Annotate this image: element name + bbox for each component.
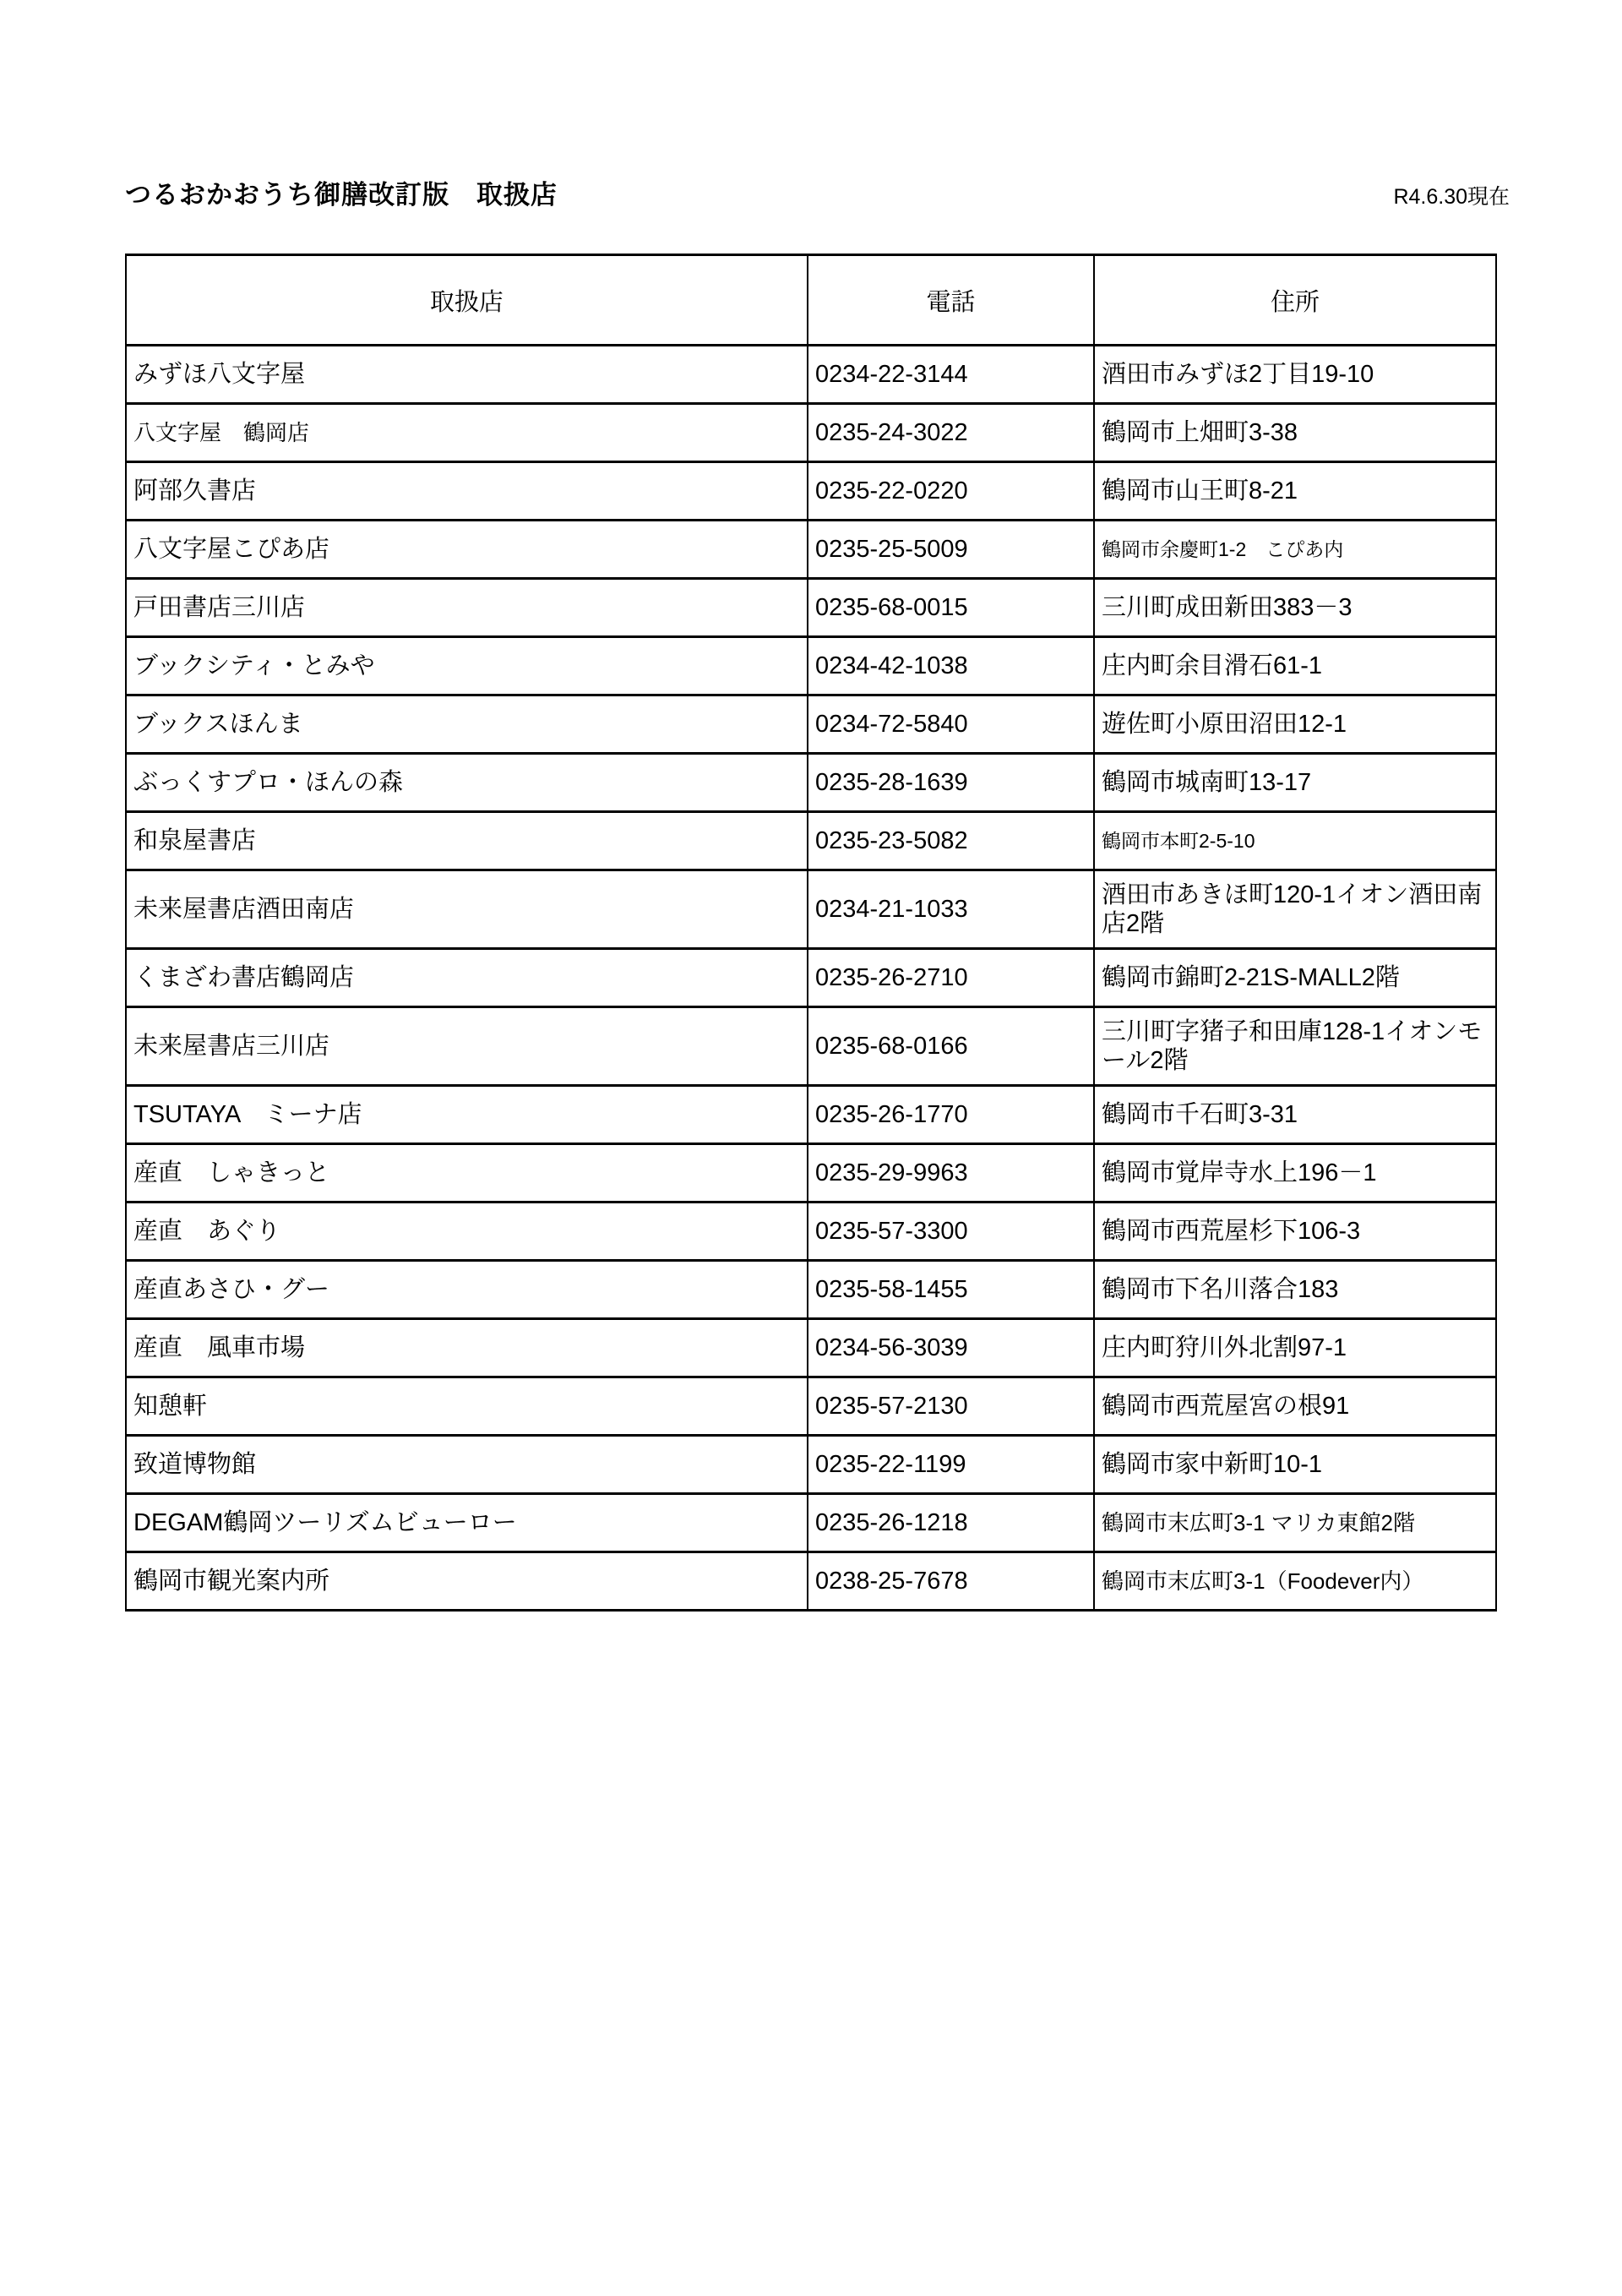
date-stamp: R4.6.30現在 — [1393, 185, 1510, 209]
address-cell: 鶴岡市城南町13-17 — [1094, 754, 1496, 812]
table-row — [126, 1007, 1496, 1086]
address-cell: 鶴岡市家中新町10-1 — [1094, 1436, 1496, 1494]
phone-cell: 0235-68-0015 — [808, 579, 1094, 637]
store-name-cell: 和泉屋書店 — [126, 812, 808, 870]
table-row — [126, 754, 1496, 812]
store-name-cell: ブックスほんま — [126, 695, 808, 754]
table-row — [126, 1436, 1496, 1494]
address-cell: 遊佐町小原田沼田12-1 — [1094, 695, 1496, 754]
phone-cell: 0234-56-3039 — [808, 1319, 1094, 1377]
store-name-cell: 産直 風車市場 — [126, 1319, 808, 1377]
address-cell: 鶴岡市錦町2-21S-MALL2階 — [1094, 949, 1496, 1007]
table-row — [126, 462, 1496, 521]
address-cell: 鶴岡市余慶町1-2 こぴあ内 — [1094, 521, 1496, 579]
phone-cell: 0235-68-0166 — [808, 1007, 1094, 1086]
address-cell: 鶴岡市下名川落合183 — [1094, 1261, 1496, 1319]
header-store: 取扱店 — [126, 255, 808, 346]
phone-cell: 0235-26-2710 — [808, 949, 1094, 1007]
store-name-cell: ぶっくすプロ・ほんの森 — [126, 754, 808, 812]
table-row — [126, 637, 1496, 695]
table-row — [126, 1086, 1496, 1144]
address-cell: 鶴岡市山王町8-21 — [1094, 462, 1496, 521]
address-cell: 鶴岡市西荒屋杉下106-3 — [1094, 1203, 1496, 1261]
address-cell: 鶴岡市末広町3-1（Foodever内） — [1094, 1552, 1496, 1611]
phone-cell: 0235-22-1199 — [808, 1436, 1094, 1494]
phone-cell: 0235-22-0220 — [808, 462, 1094, 521]
table-row — [126, 695, 1496, 754]
store-name-cell: くまざわ書店鶴岡店 — [126, 949, 808, 1007]
store-name-cell: 産直 あぐり — [126, 1203, 808, 1261]
table-row — [126, 1261, 1496, 1319]
address-cell: 鶴岡市覚岸寺水上196－1 — [1094, 1144, 1496, 1203]
table-row — [126, 1319, 1496, 1377]
phone-cell: 0235-26-1218 — [808, 1494, 1094, 1552]
store-name-cell: TSUTAYA ミーナ店 — [126, 1086, 808, 1144]
phone-cell: 0235-57-2130 — [808, 1377, 1094, 1436]
phone-cell: 0235-24-3022 — [808, 404, 1094, 462]
store-name-cell: 未来屋書店三川店 — [126, 1007, 808, 1086]
store-name-cell: みずほ八文字屋 — [126, 346, 808, 404]
phone-cell: 0235-26-1770 — [808, 1086, 1094, 1144]
phone-cell: 0235-23-5082 — [808, 812, 1094, 870]
table-row — [126, 1144, 1496, 1203]
store-name-cell: DEGAM鶴岡ツーリズムビューロー — [126, 1494, 808, 1552]
table-row — [126, 1494, 1496, 1552]
address-cell: 鶴岡市上畑町3-38 — [1094, 404, 1496, 462]
address-cell: 酒田市みずほ2丁目19-10 — [1094, 346, 1496, 404]
address-cell: 鶴岡市末広町3-1 マリカ東館2階 — [1094, 1494, 1496, 1552]
table-row — [126, 949, 1496, 1007]
table-row — [126, 812, 1496, 870]
store-table — [125, 254, 1497, 1612]
phone-cell: 0235-25-5009 — [808, 521, 1094, 579]
address-cell: 庄内町狩川外北割97-1 — [1094, 1319, 1496, 1377]
table-row — [126, 579, 1496, 637]
table-row — [126, 346, 1496, 404]
store-name-cell: 産直あさひ・グー — [126, 1261, 808, 1319]
store-name-cell: 知憩軒 — [126, 1377, 808, 1436]
address-cell: 庄内町余目滑石61-1 — [1094, 637, 1496, 695]
phone-cell: 0235-57-3300 — [808, 1203, 1094, 1261]
store-name-cell: 鶴岡市観光案内所 — [126, 1552, 808, 1611]
phone-cell: 0234-21-1033 — [808, 870, 1094, 949]
store-name-cell: 未来屋書店酒田南店 — [126, 870, 808, 949]
address-cell: 鶴岡市本町2-5-10 — [1094, 812, 1496, 870]
phone-cell: 0238-25-7678 — [808, 1552, 1094, 1611]
address-cell: 鶴岡市千石町3-31 — [1094, 1086, 1496, 1144]
table-row — [126, 404, 1496, 462]
table-header-row — [126, 255, 1496, 346]
phone-cell: 0234-22-3144 — [808, 346, 1094, 404]
address-cell: 鶴岡市西荒屋宮の根91 — [1094, 1377, 1496, 1436]
phone-cell: 0235-58-1455 — [808, 1261, 1094, 1319]
store-name-cell: 阿部久書店 — [126, 462, 808, 521]
header-address: 住所 — [1094, 255, 1496, 346]
phone-cell: 0234-72-5840 — [808, 695, 1094, 754]
table-row — [126, 1203, 1496, 1261]
table-row — [126, 521, 1496, 579]
store-name-cell: ブックシティ・とみや — [126, 637, 808, 695]
store-name-cell: 産直 しゃきっと — [126, 1144, 808, 1203]
address-cell: 酒田市あきほ町120-1イオン酒田南店2階 — [1094, 870, 1496, 949]
phone-cell: 0235-29-9963 — [808, 1144, 1094, 1203]
store-name-cell: 八文字屋 鶴岡店 — [126, 404, 808, 462]
phone-cell: 0234-42-1038 — [808, 637, 1094, 695]
table-row — [126, 1552, 1496, 1611]
table-row — [126, 1377, 1496, 1436]
address-cell: 三川町成田新田383－3 — [1094, 579, 1496, 637]
page-header — [125, 173, 1510, 211]
table-row — [126, 870, 1496, 949]
store-name-cell: 八文字屋こぴあ店 — [126, 521, 808, 579]
store-name-cell: 致道博物館 — [126, 1436, 808, 1494]
address-cell: 三川町字猪子和田庫128-1イオンモール2階 — [1094, 1007, 1496, 1086]
page-title: つるおかおうち御膳改訂版 取扱店 — [125, 180, 558, 210]
phone-cell: 0235-28-1639 — [808, 754, 1094, 812]
header-phone: 電話 — [808, 255, 1094, 346]
store-name-cell: 戸田書店三川店 — [126, 579, 808, 637]
